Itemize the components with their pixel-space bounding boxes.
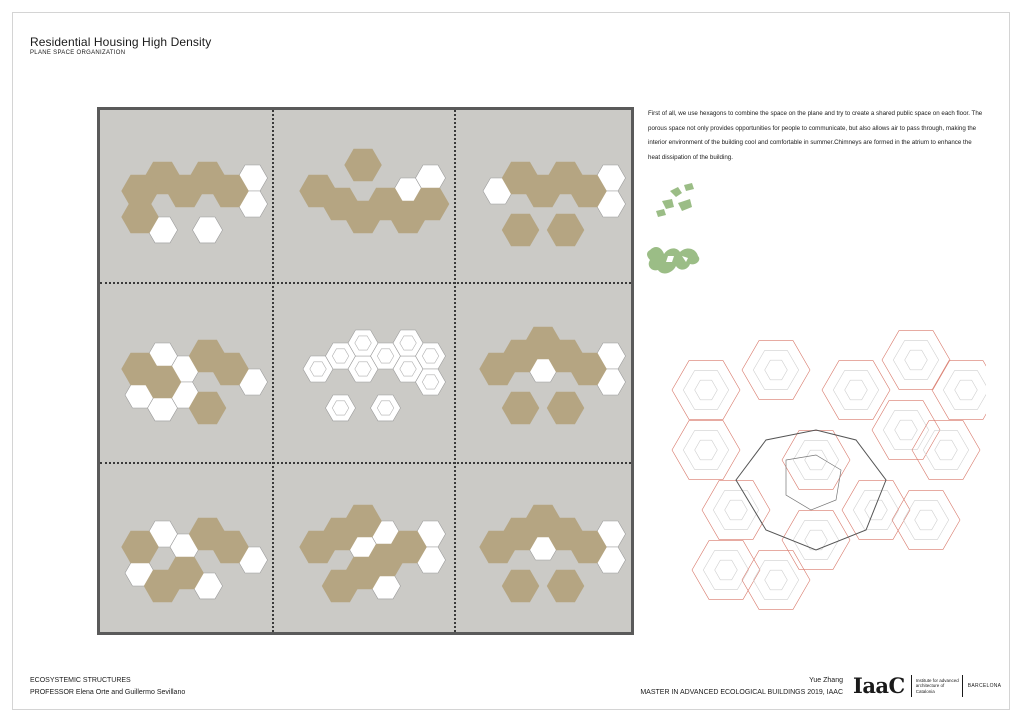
- floor-plan-8: [278, 466, 454, 640]
- hexagon-cluster: [100, 466, 276, 640]
- professors: PROFESSOR Elena Orte and Guillermo Sevillano: [30, 689, 186, 696]
- sheet-subtitle: PLANE SPACE ORGANIZATION: [30, 50, 126, 56]
- hexagon-cluster: [458, 288, 634, 462]
- floor-plan-1: [100, 110, 276, 284]
- hexagon-cluster: [100, 110, 276, 284]
- floor-plan-2: [278, 110, 454, 284]
- city-name: BARCELONA: [967, 683, 1002, 689]
- floor-plan-9: [458, 466, 634, 640]
- author-name: Yue Zhang: [809, 677, 843, 684]
- floor-plan-5: [278, 288, 454, 462]
- iaac-logo-mark: IaaC: [853, 673, 905, 698]
- floor-plan-grid: [97, 107, 634, 635]
- vegetation-icon-small: [652, 183, 702, 219]
- sheet-title: Residential Housing High Density: [30, 35, 212, 49]
- hexagon-cluster: [278, 466, 454, 640]
- detailed-floor-plan-drawing: [666, 330, 986, 630]
- hexagon-cluster: [458, 110, 634, 284]
- iaac-logo: [853, 675, 1001, 697]
- institute-name: Institute for advanced architecture of Catalonia: [915, 678, 959, 694]
- logo-divider-2: [962, 675, 963, 697]
- grid-divider-vertical-2: [454, 110, 456, 632]
- course-name: ECOSYSTEMIC STRUCTURES: [30, 677, 131, 684]
- floor-plan-3: [458, 110, 634, 284]
- floor-plan-6: [458, 288, 634, 462]
- hexagon-cluster: [458, 466, 634, 640]
- floor-plan-7: [100, 466, 276, 640]
- hexagon-cluster: [100, 288, 276, 462]
- floor-plan-4: [100, 288, 276, 462]
- concept-description: First of all, we use hexagons to combine the space on the plane and try to create a shared public space on each floor. The porous space not only provides opportunities for people to communicate, but also allows air to pass through, making the interior environment of the building cool and comfortable in summer.Chimneys are formed in the atrium to enhance the heat dissipation of the building.: [648, 110, 983, 161]
- hexagon-cluster: [278, 288, 454, 462]
- vegetation-icon-large: [646, 244, 704, 278]
- program-name: MASTER IN ADVANCED ECOLOGICAL BUILDINGS 2019, IAAC: [640, 689, 843, 696]
- logo-divider: [911, 675, 912, 697]
- grid-divider-horizontal-2: [100, 462, 631, 464]
- hexagon-cluster: [278, 110, 454, 284]
